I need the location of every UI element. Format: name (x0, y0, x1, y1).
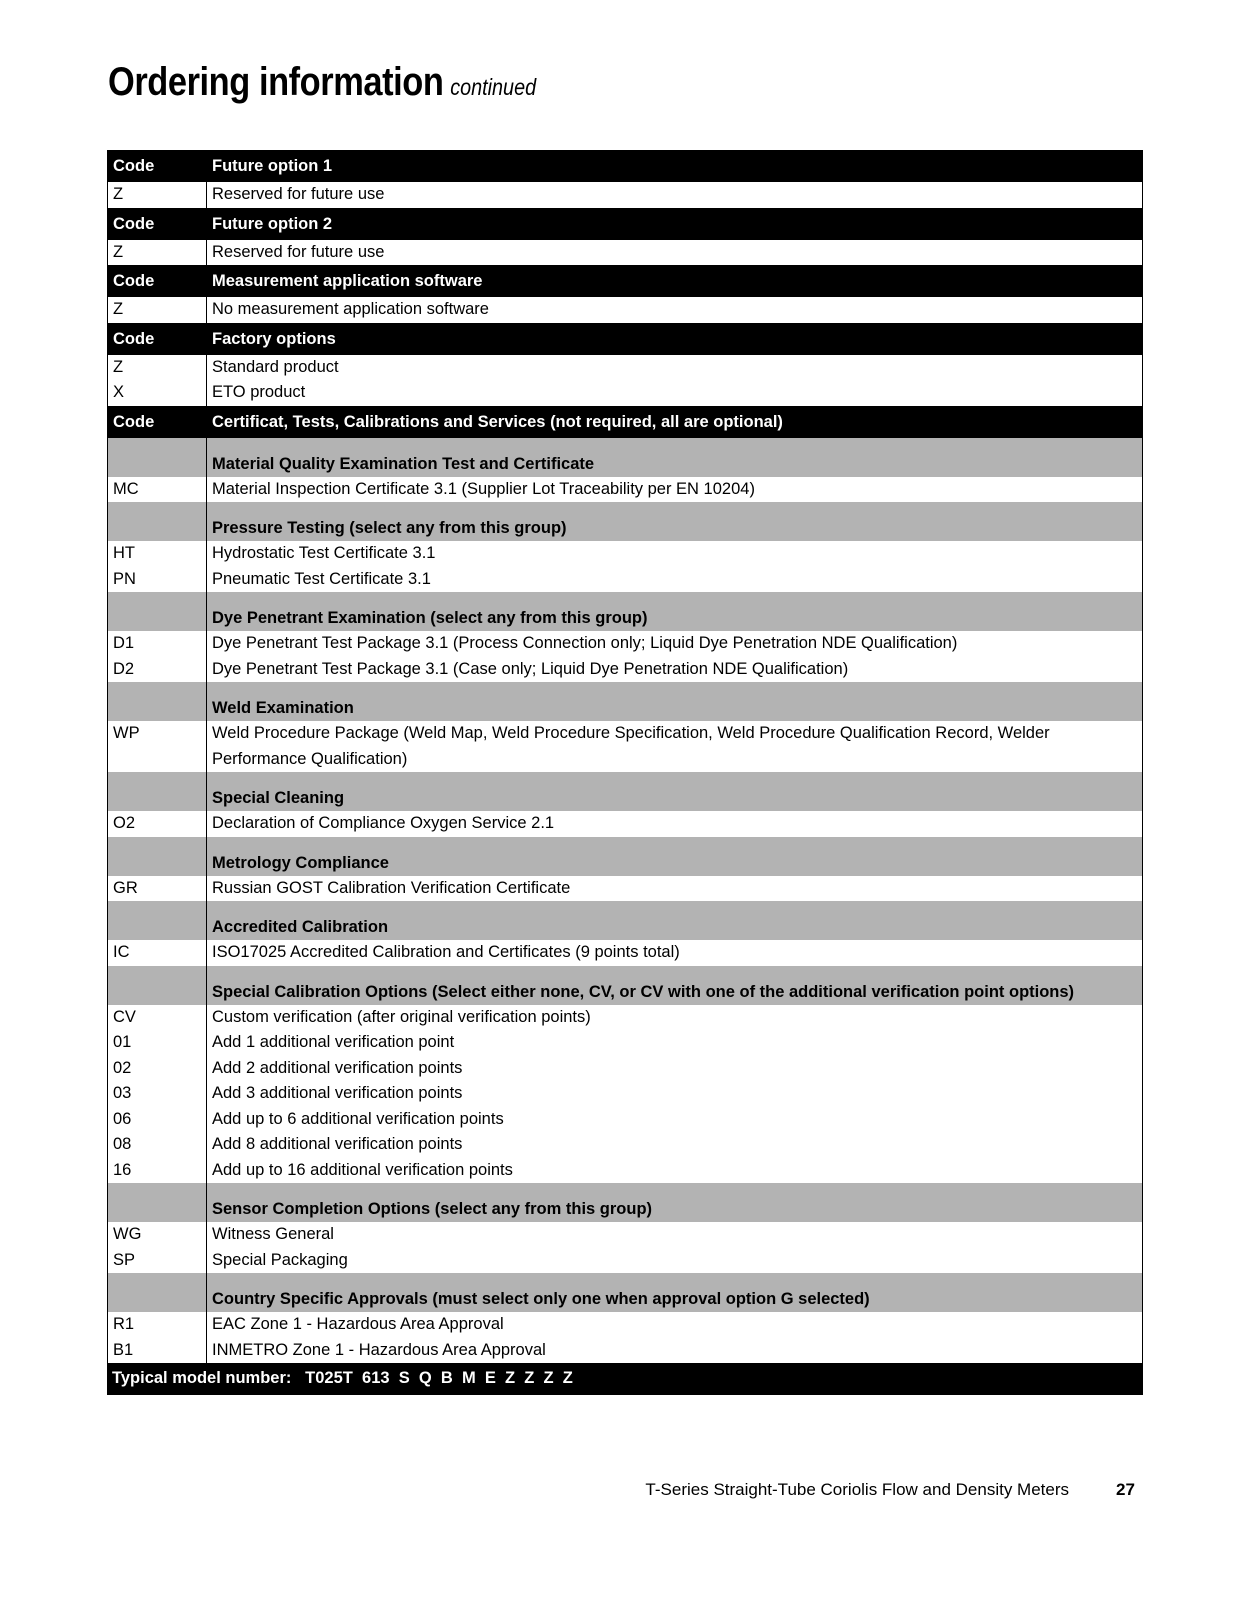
page-title-text: Ordering information (108, 60, 444, 104)
option-code: CV (108, 1005, 207, 1031)
typical-model-label: Typical model number: (112, 1369, 292, 1387)
option-description: Add up to 16 additional verification points (212, 1160, 513, 1179)
category-code-cell (108, 966, 207, 1005)
category-title: Metrology Compliance (212, 853, 389, 872)
option-description: Custom verification (after original verification points) (212, 1007, 591, 1026)
section-heading: Measurement application software (212, 272, 483, 290)
option-code: Z (108, 240, 207, 266)
option-code: X (108, 380, 207, 406)
option-code: B1 (108, 1338, 207, 1364)
category-title: Pressure Testing (select any from this group) (212, 519, 567, 537)
category-title: Special Cleaning (212, 789, 345, 807)
option-description: Declaration of Compliance Oxygen Service 2.1 (212, 814, 555, 832)
code-column-label: Code (108, 407, 207, 438)
table-row (108, 1132, 1142, 1158)
category-row (108, 772, 1142, 811)
option-description: Add 8 additional verification points (212, 1135, 463, 1153)
page-title (108, 60, 536, 105)
option-code: 06 (108, 1107, 207, 1133)
option-code: WP (108, 721, 207, 772)
option-description: Add up to 6 additional verification points (212, 1109, 504, 1128)
footer-doc-title: T-Series Straight-Tube Coriolis Flow and Density Meters (645, 1480, 1069, 1499)
typical-model-row (108, 1363, 1142, 1394)
table-row (108, 297, 1142, 324)
option-code: HT (108, 541, 207, 567)
option-code: Z (108, 182, 207, 208)
category-row (108, 682, 1142, 721)
option-description: EAC Zone 1 - Hazardous Area Approval (212, 1315, 504, 1333)
table-row (108, 1222, 1142, 1248)
section-heading: Factory options (212, 329, 336, 348)
category-title: Dye Penetrant Examination (select any from this group) (212, 609, 648, 627)
category-title: Special Calibration Options (Select either none, CV, or CV with one of the additional verification point options) (212, 982, 1075, 1001)
option-description: Add 1 additional verification point (212, 1033, 455, 1051)
table-row (108, 1056, 1142, 1082)
category-code-cell (108, 837, 207, 876)
category-code-cell (108, 438, 207, 477)
table-row (108, 477, 1142, 503)
category-code-cell (108, 682, 207, 721)
option-code: IC (108, 940, 207, 966)
category-row (108, 592, 1142, 631)
option-description: INMETRO Zone 1 - Hazardous Area Approval (212, 1340, 546, 1359)
table-row (108, 355, 1142, 381)
option-description: Reserved for future use (212, 185, 385, 203)
page-number: 27 (1116, 1480, 1135, 1499)
option-description: ETO product (212, 383, 306, 401)
category-row (108, 837, 1142, 876)
option-description: Witness General (212, 1225, 334, 1243)
option-code: O2 (108, 811, 207, 837)
option-code: D1 (108, 631, 207, 657)
section-heading: Certificat, Tests, Calibrations and Services (not required, all are optional) (212, 412, 783, 431)
table-row (108, 1030, 1142, 1056)
category-code-cell (108, 901, 207, 940)
category-code-cell (108, 1183, 207, 1222)
typical-model-number: T025T 613 S Q B M E Z Z Z Z (305, 1369, 573, 1387)
option-code: 01 (108, 1030, 207, 1056)
table-row (108, 1158, 1142, 1184)
typical-model (108, 1363, 1142, 1394)
option-description: Russian GOST Calibration Verification Certificate (212, 878, 571, 897)
option-code: 03 (108, 1081, 207, 1107)
option-code: GR (108, 876, 207, 902)
table-row (108, 1005, 1142, 1031)
option-code: SP (108, 1248, 207, 1274)
option-code: Z (108, 355, 207, 381)
option-code: 02 (108, 1056, 207, 1082)
section-header (108, 151, 1142, 182)
option-code: D2 (108, 657, 207, 683)
category-title: Material Quality Examination Test and Certificate (212, 454, 595, 473)
option-description: Reserved for future use (212, 242, 385, 261)
section-header (108, 324, 1142, 355)
code-column-label: Code (108, 151, 207, 182)
category-row (108, 1273, 1142, 1312)
table-row (108, 1081, 1142, 1107)
section-header (108, 266, 1142, 297)
category-code-cell (108, 592, 207, 631)
option-code: 16 (108, 1158, 207, 1184)
table-row (108, 721, 1142, 772)
section-header (108, 407, 1142, 438)
category-row (108, 966, 1142, 1005)
table-row (108, 1248, 1142, 1274)
ordering-table (107, 150, 1143, 1395)
option-code: WG (108, 1222, 207, 1248)
code-column-label: Code (108, 209, 207, 240)
option-description: Pneumatic Test Certificate 3.1 (212, 569, 431, 588)
option-code: MC (108, 477, 207, 503)
option-description: Standard product (212, 357, 339, 376)
table-row (108, 1107, 1142, 1133)
option-description: ISO17025 Accredited Calibration and Certificates (9 points total) (212, 943, 680, 961)
table-row (108, 631, 1142, 657)
option-description: Special Packaging (212, 1250, 348, 1269)
category-title: Weld Examination (212, 699, 354, 717)
category-title: Accredited Calibration (212, 918, 389, 936)
table-row (108, 567, 1142, 593)
category-code-cell (108, 1273, 207, 1312)
table-row (108, 541, 1142, 567)
table-row (108, 182, 1142, 209)
option-description: Weld Procedure Package (Weld Map, Weld Procedure Specification, Weld Procedure Qualification Record, Welder Performance Qualification) (212, 724, 1050, 768)
option-code: R1 (108, 1312, 207, 1338)
option-code: PN (108, 567, 207, 593)
category-row (108, 502, 1142, 541)
code-column-label: Code (108, 266, 207, 297)
typical-model-spacer (291, 1369, 305, 1387)
table-row (108, 1338, 1142, 1364)
category-code-cell (108, 772, 207, 811)
table-row (108, 876, 1142, 902)
page-subtitle: continued (450, 74, 537, 100)
option-description: Dye Penetrant Test Package 3.1 (Case only; Liquid Dye Penetration NDE Qualification) (212, 659, 849, 678)
section-heading: Future option 1 (212, 157, 333, 175)
option-description: Add 2 additional verification points (212, 1058, 463, 1077)
option-code: 08 (108, 1132, 207, 1158)
table-row (108, 940, 1142, 966)
table-row (108, 1312, 1142, 1338)
section-header (108, 209, 1142, 240)
option-description: Dye Penetrant Test Package 3.1 (Process Connection only; Liquid Dye Penetration NDE Qualification) (212, 634, 958, 652)
option-description: No measurement application software (212, 300, 489, 318)
option-code: Z (108, 297, 207, 323)
category-code-cell (108, 502, 207, 541)
code-column-label: Code (108, 324, 207, 355)
category-title: Sensor Completion Options (select any from this group) (212, 1200, 653, 1218)
category-title: Country Specific Approvals (must select only one when approval option G selected) (212, 1290, 870, 1308)
category-row (108, 438, 1142, 477)
table-row (108, 380, 1142, 407)
section-heading: Future option 2 (212, 214, 333, 233)
table-row (108, 240, 1142, 267)
option-description: Hydrostatic Test Certificate 3.1 (212, 544, 436, 562)
option-description: Add 3 additional verification points (212, 1084, 463, 1102)
option-description: Material Inspection Certificate 3.1 (Supplier Lot Traceability per EN 10204) (212, 479, 755, 498)
category-row (108, 901, 1142, 940)
table-row (108, 657, 1142, 683)
table-row (108, 811, 1142, 837)
category-row (108, 1183, 1142, 1222)
